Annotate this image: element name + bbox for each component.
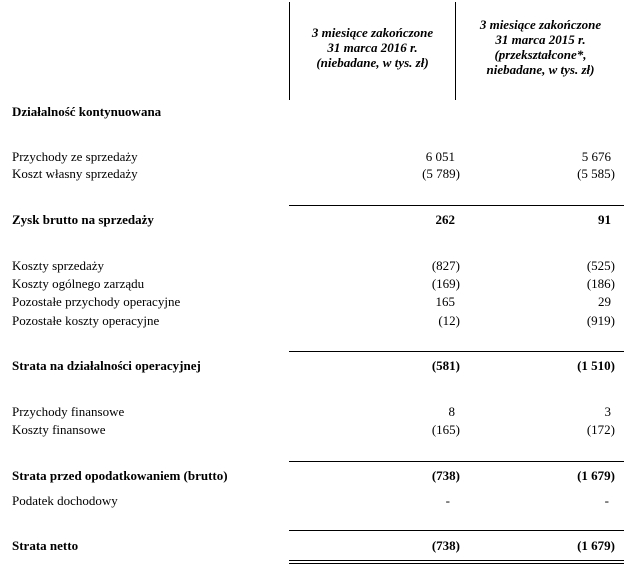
row-label: Koszt własny sprzedaży [12,166,138,181]
row-label: Strata netto [12,538,79,553]
value-2016: (827) [431,258,460,273]
value-2015: (186) [586,276,615,291]
row-label: Koszty ogólnego zarządu [12,276,145,291]
value-2015: (919) [586,313,615,328]
column-header-2015-line4: niebadane, w tys. zł) [486,62,595,77]
value-2015: - [604,493,609,508]
row-label: Koszty finansowe [12,422,106,437]
rule-net-loss-2015 [455,530,624,531]
value-2015: (5 585) [577,166,615,181]
value-2016: (5 789) [422,166,460,181]
value-2015: (1 510) [577,358,615,373]
row-label: Pozostałe koszty operacyjne [12,313,160,328]
value-2016: 8 [448,404,455,419]
value-2015: (525) [586,258,615,273]
value-2016: (12) [438,313,460,328]
column-header-2015-line1: 3 miesiące zakończone [479,17,602,32]
value-2015: 3 [604,404,611,419]
row-label: Pozostałe przychody operacyjne [12,294,181,309]
value-2015: (1 679) [577,468,615,483]
column-header-2015-line3: (przekształcone*, [494,47,587,62]
rule-operating-loss-2016 [289,351,455,352]
column-header-2016-line1: 3 miesiące zakończone [311,25,434,40]
value-2016: (738) [431,538,460,553]
row-label: Przychody finansowe [12,404,125,419]
row-label: Podatek dochodowy [12,493,118,508]
value-2016: (738) [431,468,460,483]
value-2016: 262 [435,212,455,227]
rule-operating-loss-2015 [455,351,624,352]
rule-gross-profit-2015 [455,205,624,206]
value-2015: 5 676 [581,149,611,164]
value-2016: 165 [435,294,455,309]
value-2016: (169) [431,276,460,291]
rule-pretax-loss-2015 [455,461,624,462]
value-2016: (581) [431,358,460,373]
column-header-2016-line2: 31 marca 2016 r. [327,40,418,55]
value-2016: (165) [431,422,460,437]
value-2015: 91 [598,212,611,227]
value-2015: 29 [598,294,611,309]
column-header-2015-line2: 31 marca 2015 r. [495,32,586,47]
section-title: Działalność kontynuowana [12,104,162,119]
header-divider-middle [455,2,456,100]
value-2015: (172) [586,422,615,437]
double-rule-net-loss-2015-b [455,563,624,564]
double-rule-net-loss-2016-a [289,560,455,561]
row-label: Zysk brutto na sprzedaży [12,212,154,227]
value-2016: 6 051 [425,149,455,164]
header-divider-left [289,2,290,100]
row-label: Strata na działalności operacyjnej [12,358,201,373]
row-label: Koszty sprzedaży [12,258,105,273]
rule-pretax-loss-2016 [289,461,455,462]
double-rule-net-loss-2015-a [455,560,624,561]
rule-net-loss-2016 [289,530,455,531]
value-2015: (1 679) [577,538,615,553]
column-header-2016-line3: (niebadane, w tys. zł) [316,55,429,70]
row-label: Przychody ze sprzedaży [12,149,138,164]
row-label: Strata przed opodatkowaniem (brutto) [12,468,228,483]
rule-gross-profit-2016 [289,205,455,206]
value-2016: - [445,493,450,508]
double-rule-net-loss-2016-b [289,563,455,564]
